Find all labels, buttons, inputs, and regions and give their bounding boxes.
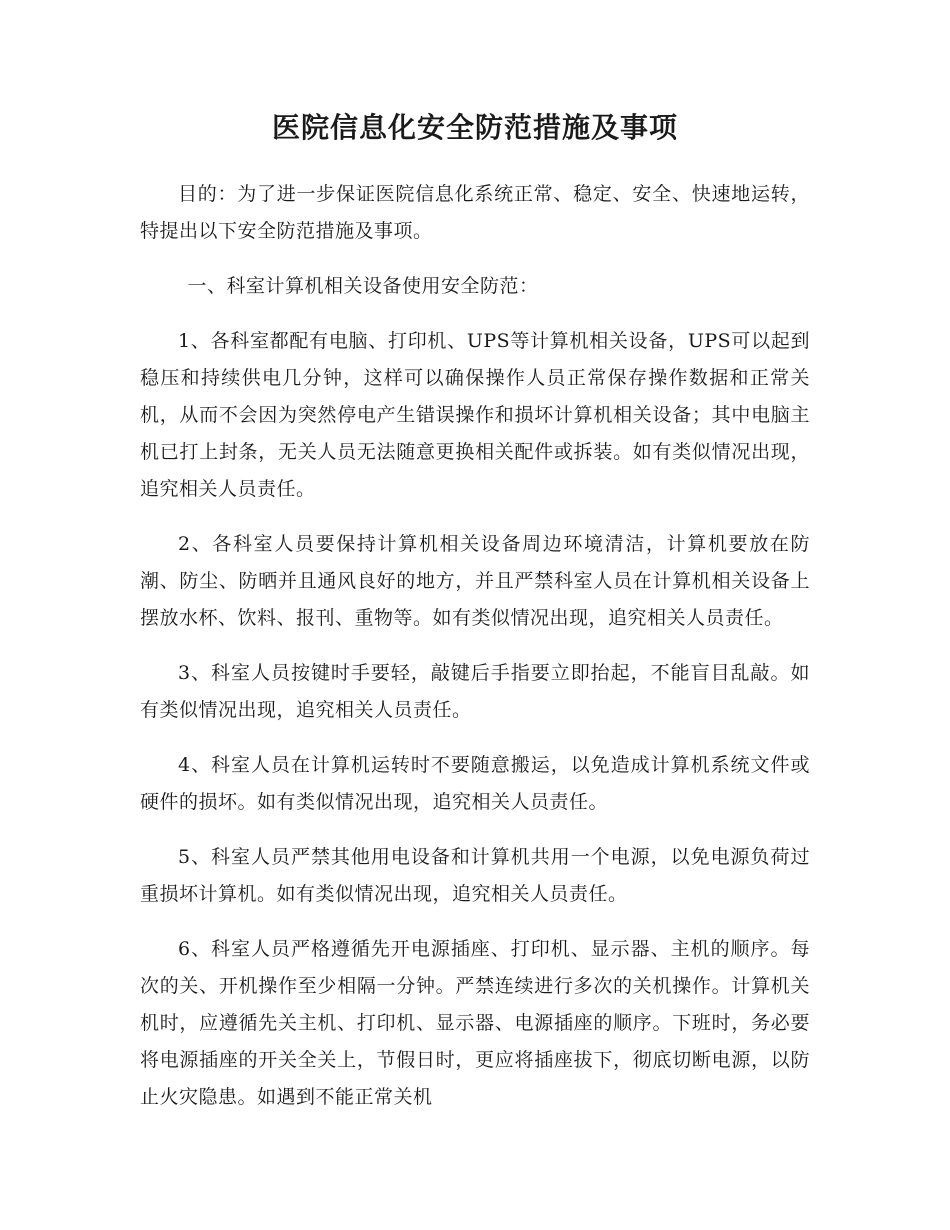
document-title: 医院信息化安全防范措施及事项 [271, 111, 678, 144]
purpose-paragraph: 目的：为了进一步保证医院信息化系统正常、稳定、安全、快速地运转，特提出以下安全防范措施及事项。 [140, 183, 810, 242]
list-item: 4、科室人员在计算机运转时不要随意搬运，以免造成计算机系统文件或硬件的损坏。如有类似情况出现，追究相关人员责任。 [140, 754, 810, 813]
list-item: 1、各科室都配有电脑、打印机、UPS等计算机相关设备，UPS可以起到稳压和持续供电几分钟，这样可以确保操作人员正常保存操作数据和正常关机，从而不会因为突然停电产生错误操作和损坏计算机相关设备；其中电脑主机已打上封条，无关人员无法随意更换相关配件或拆装。如有类似情况出现，追究相关人员责任。 [140, 330, 810, 500]
list-item: 6、科室人员严格遵循先开电源插座、打印机、显示器、主机的顺序。每次的关、开机操作至少相隔一分钟。严禁连续进行多次的关机操作。计算机关机时，应遵循先关主机、打印机、显示器、电源插座的顺序。下班时，务必要将电源插座的开关全关上，节假日时，更应将插座拔下，彻底切断电源，以防止火灾隐患。如遇到不能正常关机 [140, 938, 810, 1108]
list-item: 3、科室人员按键时手要轻，敲键后手指要立即抬起，不能盲目乱敲。如有类似情况出现，追究相关人员责任。 [140, 662, 810, 721]
section-heading: 一、科室计算机相关设备使用安全防范： [187, 275, 539, 297]
document-page [140, 108, 810, 1134]
list-item: 2、各科室人员要保持计算机相关设备周边环境清洁，计算机要放在防潮、防尘、防晒并且通风良好的地方，并且严禁科室人员在计算机相关设备上摆放水杯、饮料、报刊、重物等。如有类似情况出现，追究相关人员责任。 [140, 533, 810, 629]
list-item: 5、科室人员严禁其他用电设备和计算机共用一个电源，以免电源负荷过重损坏计算机。如有类似情况出现，追究相关人员责任。 [140, 846, 810, 905]
